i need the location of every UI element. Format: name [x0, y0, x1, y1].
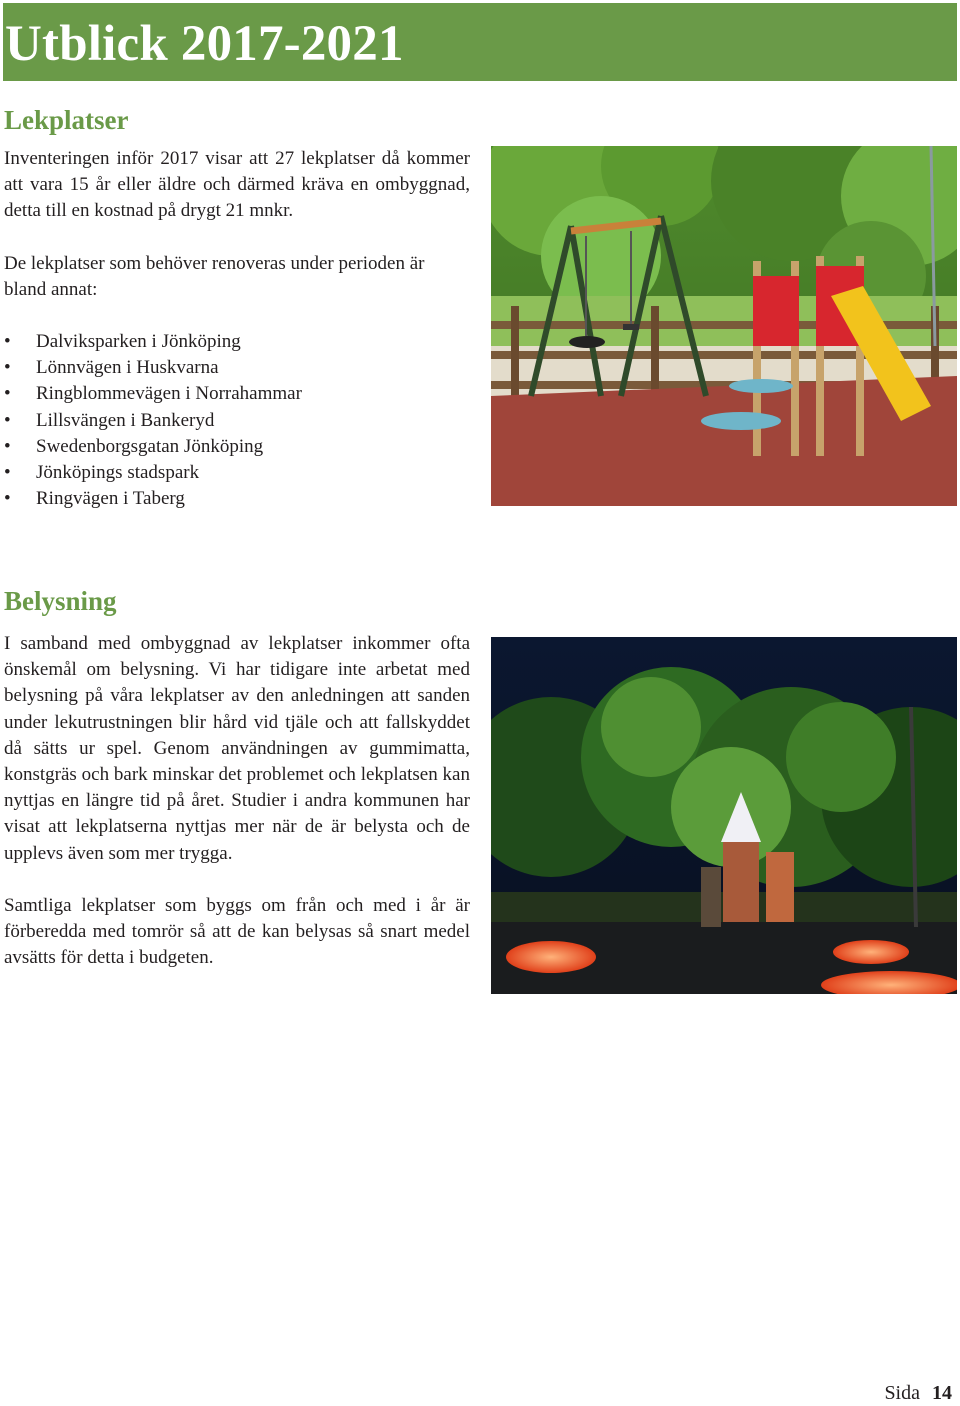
- lekplatser-heading: Lekplatser: [4, 105, 129, 135]
- bullet-icon: •: [4, 409, 11, 431]
- bullet-icon: •: [4, 383, 11, 405]
- bullet-icon: •: [4, 488, 11, 510]
- list-item: • Lönnvägen i Huskvarna: [4, 355, 470, 381]
- list-item: • Ringvägen i Taberg: [4, 486, 470, 512]
- bullet-icon: •: [4, 435, 11, 457]
- page-footer: [884, 1380, 952, 1406]
- belysning-paragraph-2: Samtliga lekplatser som byggs om från och med i år är förberedda med tomrör så att de kan belysas så snart medel avsätts för detta i budgeten.: [4, 894, 470, 969]
- night-playground-photo: [491, 637, 957, 994]
- belysning-section: [4, 585, 470, 971]
- list-item: • Lillsvängen i Bankeryd: [4, 408, 470, 434]
- footer-label: Sida: [884, 1382, 920, 1404]
- lekplatser-intro: Inventeringen inför 2017 visar att 27 lekplatser då kommer att vara 15 år eller äldre och därmed kräva en ombyggnad, detta till en kostnad på drygt 21 mnkr.: [4, 148, 470, 222]
- bullet-icon: •: [4, 462, 11, 484]
- lekplatser-section: [4, 104, 470, 512]
- playground-photo: [491, 146, 957, 506]
- list-item: • Jönköpings stadspark: [4, 460, 470, 486]
- lekplatser-list: [4, 329, 470, 512]
- list-item: • Ringblommevägen i Norrahammar: [4, 381, 470, 407]
- page-header: [3, 3, 957, 81]
- lekplatser-list-intro: De lekplatser som behöver renoveras under perioden är bland annat:: [4, 252, 425, 300]
- belysning-heading: Belysning: [4, 586, 117, 616]
- belysning-paragraph-1: I samband med ombyggnad av lekplatser inkommer ofta önskemål om belysning. Vi har tidigare inte arbetat med belysning på våra lekplatser av den anledningen att sanden under lekutrustningen blir hård vid tjäle och att fallskyddet då sätts ur spel. Genom användningen av gummimatta, konstgräs och bark minskar det problemet och lekplatsen kan nyttjas en längre tid på året. Studier i andra kommunen har visat att lekplatserna nyttjas mer när de är belysta och de upplevs även som mer trygga.: [4, 633, 470, 864]
- bullet-icon: •: [4, 331, 11, 353]
- list-item: • Dalviksparken i Jönköping: [4, 329, 470, 355]
- bullet-icon: •: [4, 357, 11, 379]
- page-title: Utblick 2017-2021: [5, 16, 404, 72]
- list-item: • Swedenborgsgatan Jönköping: [4, 434, 470, 460]
- page-number: 14: [932, 1382, 952, 1404]
